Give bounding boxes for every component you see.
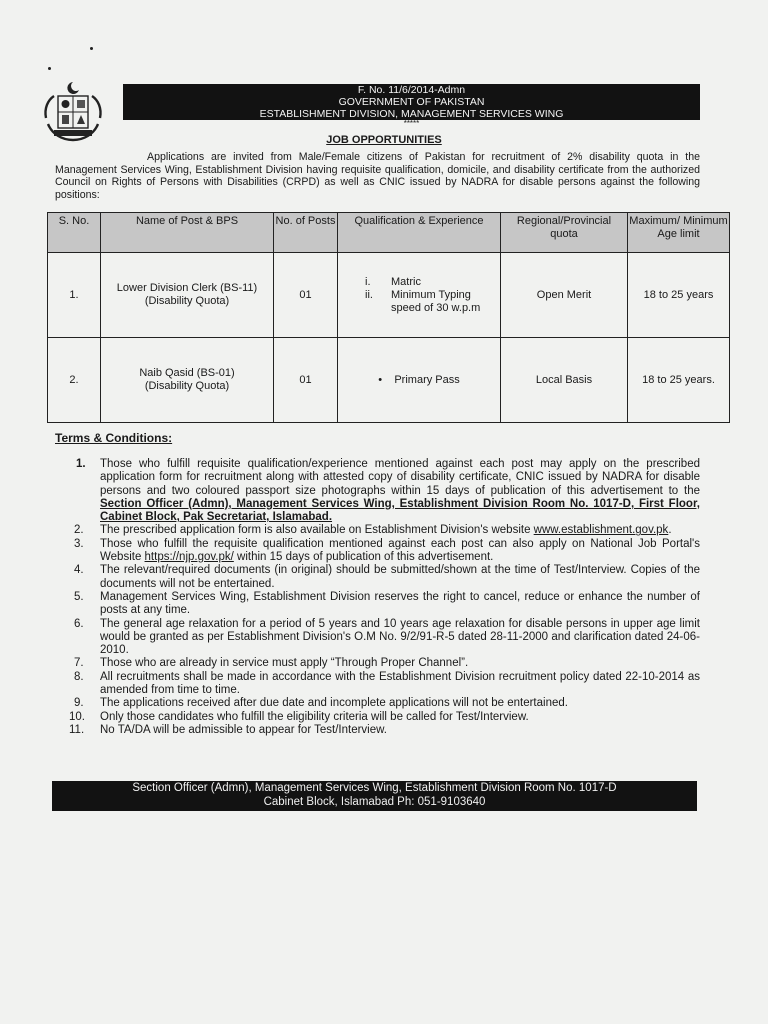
table-header-row [48, 213, 730, 253]
table-row [48, 338, 730, 423]
qualification-item: ii. Minimum Typing speed of 30 w.p.m [365, 288, 481, 314]
qualification-item: i. Matric [365, 275, 421, 288]
contact-footer-banner [52, 781, 697, 811]
list-item: 8. All recruitments shall be made in accordance with the Establishment Division recruitment policy dated 22-10-2014 as amended from time to time. [74, 670, 700, 697]
njp-link[interactable]: https://njp.gov.pk/ [144, 551, 234, 564]
government-name: GOVERNMENT OF PAKISTAN [338, 96, 485, 108]
footer-line-2: Cabinet Block, Islamabad Ph: 051-9103640 [263, 795, 486, 808]
list-item: 4. The relevant/required documents (in original) should be submitted/shown at the time of Test/Interview. Copies of the documents will not be entertained. [74, 564, 700, 590]
header-age-limit: Maximum/ Minimum Age limit [628, 213, 730, 253]
website-link[interactable]: www.establishment.gov.pk [533, 524, 669, 537]
list-item: 7. Those who are already in service must apply “Through Proper Channel”. [74, 657, 469, 670]
table-row [48, 253, 730, 338]
header-qualification: Qualification & Experience [338, 213, 501, 253]
bullet-icon: • [378, 373, 383, 386]
file-number: F. No. 11/6/2014-Admn [357, 84, 466, 96]
footer-line-1: Section Officer (Admn), Management Services Wing, Establishment Division Room No. 1017-D [132, 782, 617, 794]
letterhead-banner [123, 84, 700, 128]
cell-post-name: Lower Division Clerk (BS-11) (Disability Quota) [101, 253, 274, 338]
list-item: 6. The general age relaxation for a period of 5 years and 10 years age relaxation for disable persons in upper age limit would be granted as per Establishment Division's O.M No. 9/2/91-R-5 dated 28-11-2000 and clarification dated 24-06-2010. [74, 617, 700, 657]
list-item: 1. Those who fulfill requisite qualification/experience mentioned against each post may apply on the prescribed application form for recruitment along with attested copy of disability certificate, CNIC issued by NADRA for disable persons and two coloured passport size photographs within 15 days of publication of this advertisement to the Section Officer (Admn), Management Services Wing, Establishment Division Room No. 1017-D, First Floor, Cabinet Block, Pak Secretariat, Islamabad. [76, 458, 700, 524]
division-name: ESTABLISHMENT DIVISION, MANAGEMENT SERVICES WING [259, 108, 564, 120]
separator-stars: ***** [403, 119, 420, 128]
list-item: 2. The prescribed application form is also available on Establishment Division's website www.establishment.gov.pk. [74, 524, 672, 537]
positions-table [47, 212, 730, 423]
cell-age-limit: 18 to 25 years. [628, 338, 730, 423]
scan-speck [90, 47, 93, 50]
scan-speck [48, 67, 51, 70]
intro-paragraph: Applications are invited from Male/Female citizens of Pakistan for recruitment of 2% disability quota in the Management Services Wing, Establishment Division having requisite qualification, domicile, and disability certificate from the authorized Council on Rights of Persons with Disabilities (CRPD) as well as CNIC issued by NADRA for disable persons against the following positions: [55, 151, 700, 201]
list-item: 10. Only those candidates who fulfill the eligibility criteria will be called for Test/Interview. [69, 710, 529, 723]
cell-no-of-posts: 01 [274, 253, 338, 338]
header-post-name: Name of Post & BPS [101, 213, 274, 253]
cell-qualification: • Primary Pass [338, 338, 501, 423]
cell-no-of-posts: 01 [274, 338, 338, 423]
cell-quota: Open Merit [501, 253, 628, 338]
cell-age-limit: 18 to 25 years [628, 253, 730, 338]
list-item: 5. Management Services Wing, Establishment Division reserves the right to cancel, reduce or enhance the number of posts at any time. [74, 590, 700, 617]
terms-list [60, 458, 700, 737]
cell-quota: Local Basis [501, 338, 628, 423]
header-quota: Regional/Provincial quota [501, 213, 628, 253]
terms-heading: Terms & Conditions: [55, 431, 173, 445]
cell-post-name: Naib Qasid (BS-01) (Disability Quota) [101, 338, 274, 423]
address-highlight: Section Officer (Admn), Management Services Wing, Establishment Division Room No. 1017-D, First Floor, Cabinet Block, Pak Secretariat, Islamabad. [100, 497, 700, 524]
list-item: 9. The applications received after due date and incomplete applications will not be entertained. [74, 697, 568, 710]
cell-sno: 2. [48, 338, 101, 423]
header-no-of-posts: No. of Posts [274, 213, 338, 253]
list-item: 11. No TA/DA will be admissible to appear for Test/Interview. [69, 723, 387, 736]
cell-qualification [338, 253, 501, 338]
header-sno: S. No. [48, 213, 101, 253]
page-title: JOB OPPORTUNITIES [326, 134, 442, 146]
list-item: 3. Those who fulfill the requisite qualification mentioned against each post can also apply on National Job Portal's Website https://njp.gov.pk/ within 15 days of publication of this advertisement. [74, 537, 700, 564]
cell-sno: 1. [48, 253, 101, 338]
